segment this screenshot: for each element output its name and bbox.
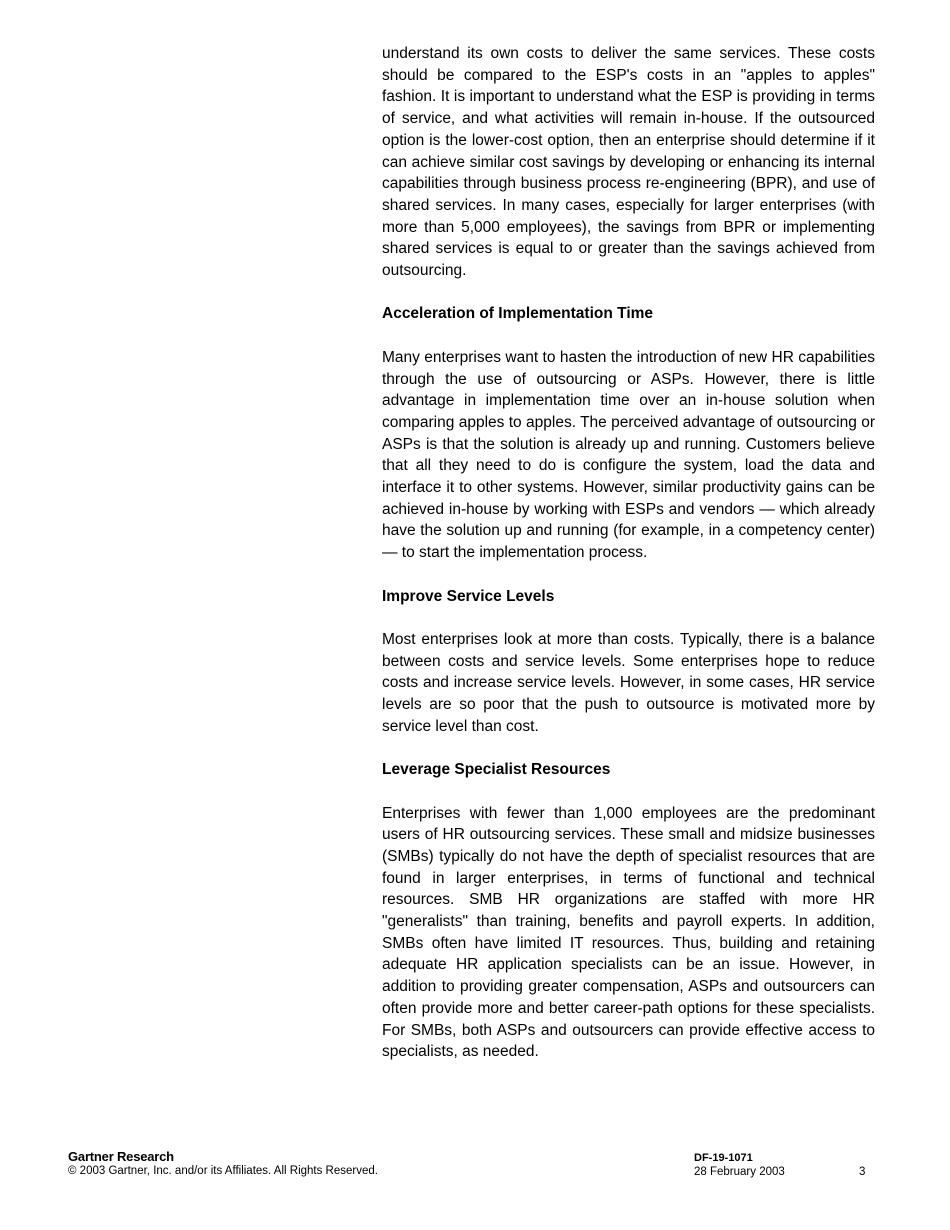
section-heading-specialists: Leverage Specialist Resources [382,761,611,779]
footer-document-id: DF-19-1071 [694,1152,753,1164]
footer-page-number: 3 [859,1166,866,1178]
section-heading-acceleration: Acceleration of Implementation Time [382,305,654,323]
spacer [382,607,875,629]
footer-brand-logo: Gartner Research [68,1149,174,1164]
spacer [382,325,875,347]
section-paragraph-acceleration: Many enterprises want to hasten the introduction of new HR capabilities through the use of outsourcing or ASPs. However, there is little advantage in implementation time over an in-house solution when comparing apples to apples. The perceived advantage of outsourcing or ASPs is that the solution is already up and running. Customers believe that all they need to do is configure the system, load the data and interface it to other systems. However, similar productivity gains can be achieved in-house by working with ESPs and vendors — which already have the solution up and running (for example, in a competency center) — to start the implementation process. [382,348,875,562]
section-paragraph-specialists: Enterprises with fewer than 1,000 employees are the predominant users of HR outsourcing services. These small and midsize businesses (SMBs) typically do not have the depth of specialist resources that are found in larger enterprises, in terms of functional and technical resources. SMB HR organizations are staffed with more HR "generalists" than training, benefits and payroll experts. In addition, SMBs often have limited IT resources. Thus, building and retaining adequate HR application specialists can be an issue. However, in addition to providing greater compensation, ASPs and outsourcers can often provide more and better career-path options for these specialists. For SMBs, both ASPs and outsourcers can provide effective access to specialists, as needed. [382,804,875,1061]
spacer [382,282,875,304]
footer-date: 28 February 2003 [694,1166,785,1178]
intro-paragraph: understand its own costs to deliver the same services. These costs should be compared to the ESP's costs in an "apples to apples" fashion. It is important to understand what the ESP is providing in terms of service, and what activities will remain in-house. If the outsourced option is the lower-cost option, then an enterprise should determine if it can achieve similar cost savings by developing or enhancing its internal capabilities through business process re-engineering (BPR), and use of shared services. In many cases, especially for larger enterprises (with more than 5,000 employees), the savings from BPR or implementing shared services is equal to or greater than the savings achieved from outsourcing. [382,45,875,280]
spacer [382,737,875,759]
section-heading-service-levels: Improve Service Levels [382,587,555,605]
section-paragraph-service-levels: Most enterprises look at more than costs. Typically, there is a balance between costs and service levels. Some enterprises hope to reduce costs and increase service levels. However, in some cases, HR service levels are so poor that the push to outsource is motivated more by service level than cost. [382,630,875,735]
main-column [382,43,875,1063]
spacer [382,564,875,586]
spacer [382,781,875,803]
footer-copyright: © 2003 Gartner, Inc. and/or its Affiliates. All Rights Reserved. [68,1165,378,1177]
